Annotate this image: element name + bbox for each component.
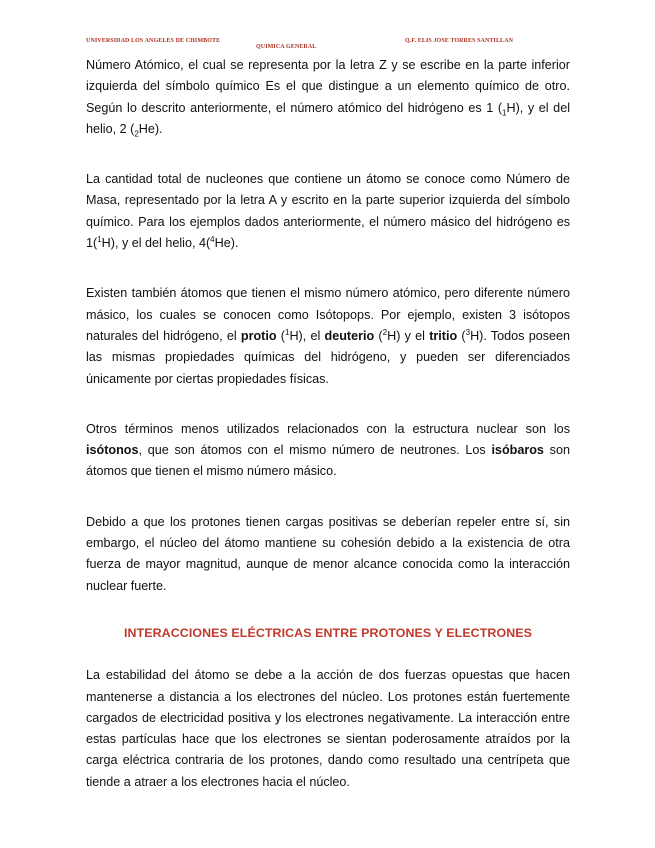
paragraph-isotones-isobars — [86, 419, 570, 483]
text-run: H), y el del helio, 4( — [101, 236, 211, 251]
text-run: ( — [276, 328, 285, 343]
term-isobaros: isóbaros — [491, 443, 544, 458]
text-run: Existen también átomos que tienen el mismo número atómico, pero diferente número másico, los cuales se conocen como Isótopops. Por ejemplo, existen 3 isótopos naturales del hidrógeno, el — [86, 286, 570, 343]
text-run: H), el — [289, 328, 325, 343]
term-protio: protio — [240, 328, 277, 343]
superscript: 2 — [382, 327, 388, 337]
text-run: Otros términos menos utilizados relacionados con la estructura nuclear son los — [86, 421, 570, 436]
paragraph-nuclear-force: Debido a que los protones tienen cargas positivas se deberían repeler entre sí, sin embargo, el núcleo del átomo mantiene su cohesión debido a la existencia de otra fuerza de mayor magnitud, aunque de menor alcance conocida como la interacción nuclear fuerte. — [86, 514, 570, 593]
text-run: ( — [457, 328, 466, 343]
text-run: son átomos que tienen el mismo número másico. — [86, 443, 570, 479]
paragraph-atomic-number — [86, 55, 570, 140]
text-run: H), y el del helio, 2 ( — [86, 100, 570, 136]
subscript: 2 — [134, 129, 139, 139]
term-isotonos: isótonos — [86, 443, 139, 458]
text-run: H). Todos poseen las mismas propiedades químicas del hidrógeno, y pueden ser diferenciados únicamente por ciertas propiedades físicas. — [86, 328, 571, 386]
paragraph-atom-stability: La estabilidad del átomo se debe a la acción de dos fuerzas opuestas que hacen mantenerse a distancia a los electrones del núcleo. Los protones están fuertemente cargados de electricidad positiva y los electrones negativamente. La interacción entre estas partículas hace que los electrones se sientan poderosamente atraídos por la carga eléctrica contraria de los protones, dando como resultado una centrípeta que tiende a atraer a los electrones hacia el núcleo. — [86, 668, 570, 789]
header-course: QUIMICA GENERAL — [256, 44, 317, 50]
superscript: 1 — [97, 234, 102, 244]
superscript: 4 — [210, 234, 215, 244]
text-run: La cantidad total de nucleones que contiene un átomo se conoce como Número de Masa, representado por la letra A y escrito en la parte superior izquierda del símbolo químico. Para los ejemplos dados anteriormente, el número másico del hidrógeno es 1( — [86, 172, 570, 251]
term-deuterio: deuterio — [324, 328, 375, 343]
text-run: He). — [138, 121, 163, 136]
paragraph-isotopes — [86, 283, 570, 389]
paragraph-mass-number — [86, 169, 570, 254]
header-author: Q.F. ELIS JOSE TORRES SANTILLAN — [405, 38, 514, 44]
term-tritio: tritio — [429, 328, 458, 343]
section-heading: INTERACCIONES ELÉCTRICAS ENTRE PROTONES Y ELECTRONES — [124, 625, 532, 640]
document-body — [86, 55, 570, 793]
text-run: H) y el — [387, 328, 430, 343]
text-run: He). — [214, 236, 239, 251]
text-run: ( — [374, 328, 383, 343]
superscript: 3 — [465, 327, 471, 337]
text-run: , que son átomos con el mismo número de neutrones. Los — [138, 443, 492, 458]
text-run: Número Atómico, el cual se representa por la letra Z y se escribe en la parte inferior izquierda del símbolo químico Es el que distingue a un elemento químico de otro. Según lo descrito anteriormente, el número atómico del hidrógeno es 1 ( — [86, 58, 570, 115]
superscript: 1 — [285, 327, 290, 337]
header-university: UNIVERSIDAD LOS ANGELES DE CHIMBOTE — [86, 38, 221, 44]
subscript: 1 — [502, 108, 507, 118]
